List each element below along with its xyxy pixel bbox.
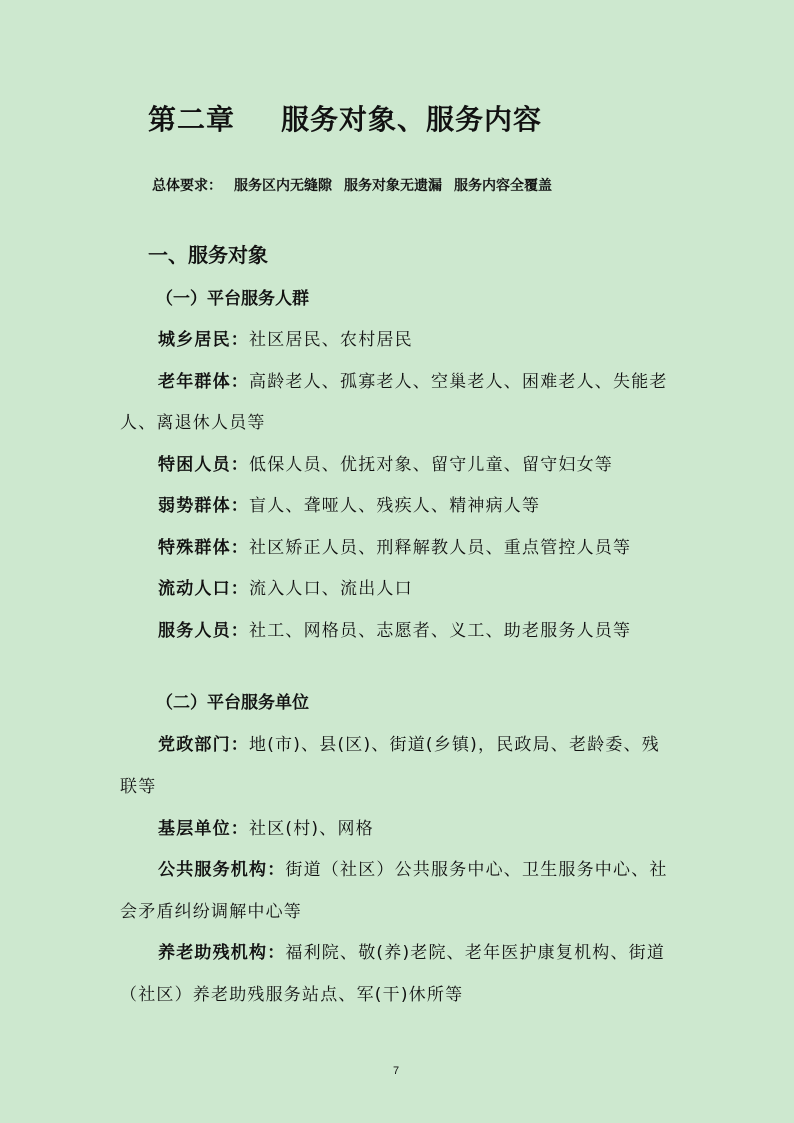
entry-term: 弱势群体： <box>158 496 249 516</box>
chapter-number: 第二章 <box>148 103 236 136</box>
entry-text: 社工、网格员、志愿者、义工、助老服务人员等 <box>249 621 632 641</box>
entry-term: 服务人员： <box>158 621 249 641</box>
chapter-name: 服务对象、服务内容 <box>281 103 543 136</box>
section-heading: 一、服务对象 <box>148 243 268 267</box>
entry-term: 特殊群体： <box>158 538 249 558</box>
entry-term: 基层单位： <box>158 819 249 839</box>
requirements-label: 总体要求： <box>152 178 222 194</box>
entry-text: 社区(村)、网格 <box>249 819 374 839</box>
entry-term: 老年群体： <box>158 372 249 392</box>
subsection-heading: （一）平台服务人群 <box>156 289 309 309</box>
entry-text: 高龄老人、孤寡老人、空巢老人、困难老人、失能老 <box>249 372 668 392</box>
subsection-heading: （二）平台服务单位 <box>156 693 309 713</box>
chapter-title <box>148 98 542 138</box>
entry-text: 社区矫正人员、刑释解教人员、重点管控人员等 <box>249 538 632 558</box>
entry-text: 福利院、敬(养)老院、老年医护康复机构、街道 <box>285 943 666 963</box>
entry-text: 地(市)、县(区)、街道(乡镇)，民政局、老龄委、残 <box>249 735 660 755</box>
entry-continuation: 会矛盾纠纷调解中心等 <box>120 902 302 922</box>
entry-line <box>158 730 660 755</box>
requirement-item: 服务对象无遗漏 <box>344 178 442 194</box>
entry-line <box>158 325 413 350</box>
entry-line <box>158 814 374 839</box>
requirement-item: 服务内容全覆盖 <box>454 178 552 194</box>
entry-text: 街道（社区）公共服务中心、卫生服务中心、社 <box>285 860 668 880</box>
entry-term: 养老助残机构： <box>158 943 286 963</box>
entry-text: 流入人口、流出人口 <box>249 579 413 599</box>
entry-term: 特困人员： <box>158 455 249 475</box>
entry-continuation: 联等 <box>120 777 157 797</box>
entry-term: 党政部门： <box>158 735 249 755</box>
entry-text: 社区居民、农村居民 <box>249 330 413 350</box>
entry-text: 盲人、聋哑人、残疾人、精神病人等 <box>249 496 541 516</box>
overall-requirements <box>152 175 552 195</box>
entry-line <box>158 533 631 558</box>
requirement-item: 服务区内无缝隙 <box>234 178 332 194</box>
entry-term: 公共服务机构： <box>158 860 286 880</box>
entry-term: 城乡居民： <box>158 330 249 350</box>
entry-line <box>158 450 613 475</box>
entry-line <box>158 855 668 880</box>
entry-line <box>158 367 668 392</box>
entry-line <box>158 616 631 641</box>
entry-line <box>158 574 413 599</box>
entry-continuation: （社区）养老助残服务站点、军(干)休所等 <box>120 985 464 1005</box>
entry-continuation: 人、离退休人员等 <box>120 413 266 433</box>
entry-line <box>158 938 665 963</box>
entry-text: 低保人员、优抚对象、留守儿童、留守妇女等 <box>249 455 613 475</box>
page-number: 7 <box>393 1065 400 1077</box>
entry-term: 流动人口： <box>158 579 249 599</box>
entry-line <box>158 491 540 516</box>
